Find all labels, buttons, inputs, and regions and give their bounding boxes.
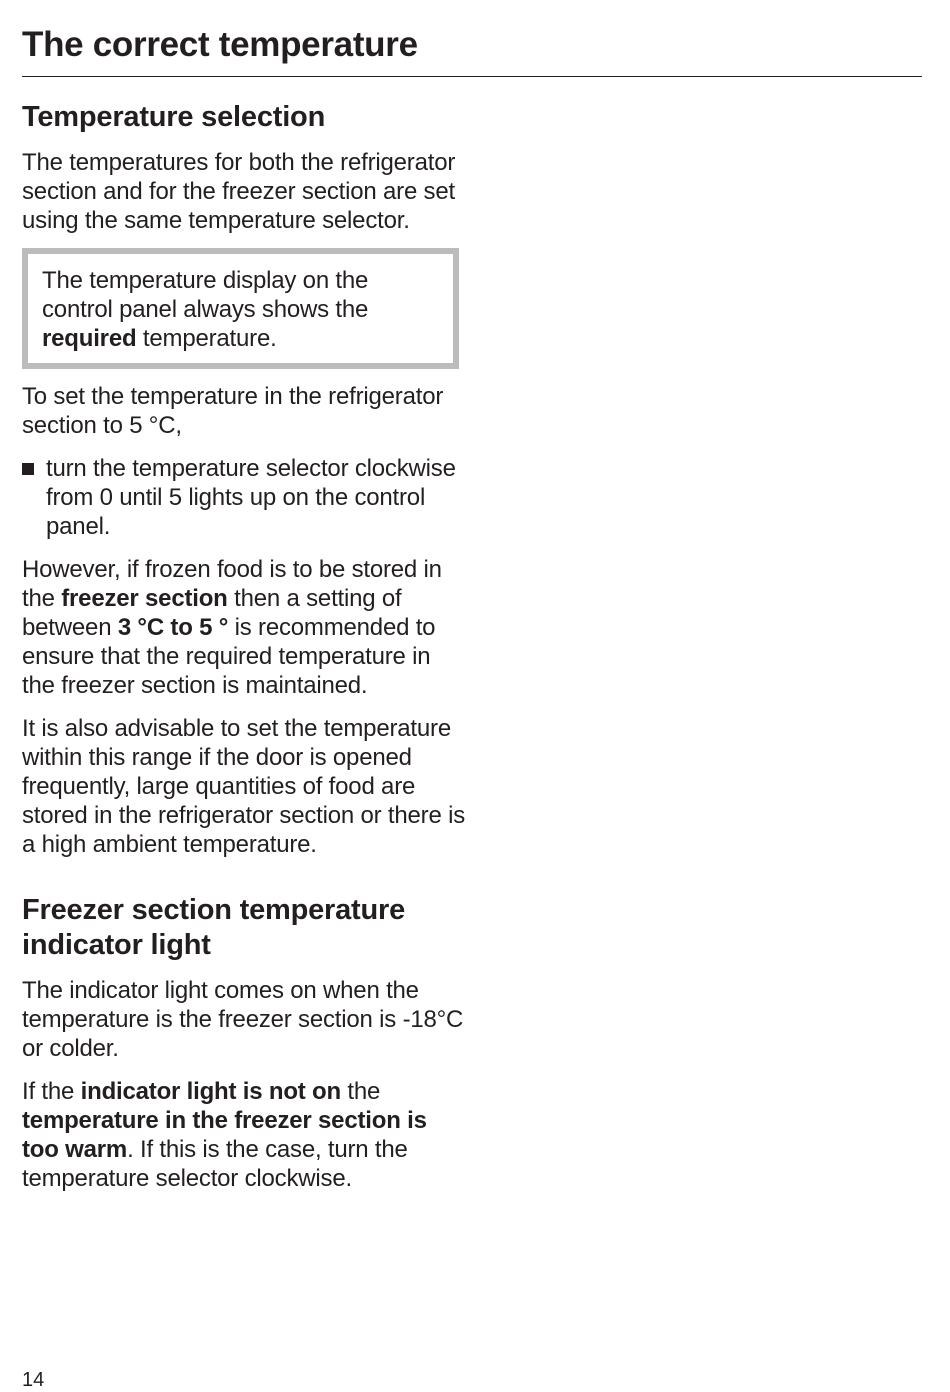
warning-part2: the	[340, 1078, 381, 1105]
page-title: The correct temperature	[22, 25, 418, 64]
note-text-bold: required	[42, 325, 137, 352]
bullet-text: turn the temperature selector clockwise from 0 until 5 lights up on the control panel.	[46, 455, 456, 540]
frozen-part3: is recommended to ensure that the required temperature in the freezer section is maintained.	[22, 614, 436, 699]
frozen-part2: then a setting of between	[22, 585, 402, 641]
indicator-light-heading: Freezer section temperature indicator light	[22, 894, 406, 961]
page-number: 14	[22, 1369, 45, 1391]
note-text-after: temperature.	[136, 325, 277, 352]
frozen-bold1: freezer section	[61, 585, 228, 612]
indicator-light-paragraph: The indicator light comes on when the temperature is the freezer section is -18°C or colder.	[22, 977, 464, 1062]
warning-bold2: temperature in the freezer section is too warm	[22, 1107, 427, 1163]
temperature-selection-heading: Temperature selection	[22, 101, 326, 133]
warning-bold1: indicator light is not on	[80, 1078, 341, 1105]
title-divider	[22, 76, 922, 77]
warning-part3: . If this is the case, turn the temperature selector clockwise.	[22, 1136, 408, 1192]
instruction-text: To set the temperature in the refrigerator section to 5 °C,	[22, 383, 444, 439]
note-text-before: The temperature display on the control panel always shows the	[42, 267, 369, 323]
note-text	[42, 266, 439, 353]
frozen-food-paragraph	[22, 555, 467, 700]
bullet-list-item	[22, 454, 467, 541]
main-content	[22, 100, 467, 1193]
frozen-part1: However, if frozen food is to be stored in the	[22, 556, 442, 612]
advisable-paragraph: It is also advisable to set the temperature within this range if the door is opened frequently, large quantities of food are stored in the refrigerator section or there is a high ambient temperature.	[22, 715, 466, 858]
frozen-bold2: 3 °C to 5 °	[117, 614, 229, 641]
indicator-warning-paragraph	[22, 1077, 467, 1193]
warning-part1: If the	[22, 1078, 81, 1105]
square-bullet-icon	[22, 463, 34, 475]
temperature-selection-intro: The temperatures for both the refrigerator section and for the freezer section are set using the same temperature selector.	[22, 149, 456, 234]
note-box	[22, 248, 459, 369]
